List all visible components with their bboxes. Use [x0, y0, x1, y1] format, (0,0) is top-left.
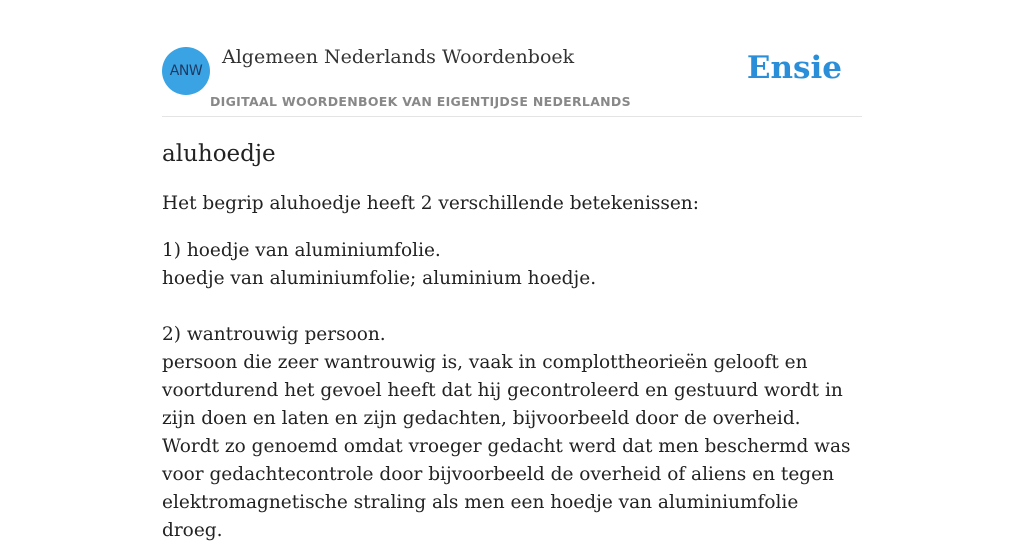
sense-1	[162, 237, 862, 293]
sense-2-note: Wordt zo genoemd omdat vroeger gedacht werd dat men beschermd was voor gedachtecontrole door bijvoorbeeld de overheid of aliens en tegen elektromagnetische straling als men een hoedje van aluminiumfolie droeg.	[162, 436, 851, 541]
logo-text: ANW	[169, 63, 203, 79]
site-title[interactable]: Algemeen Nederlands Woordenboek	[222, 46, 575, 68]
sense-2-definition: persoon die zeer wantrouwig is, vaak in complottheorieën gelooft en voortdurend het gevoel heeft dat hij gecontroleerd en gestuurd wordt in zijn doen en laten en zijn gedachten, bijvoorbeeld door de overheid.	[162, 352, 843, 429]
sense-2	[162, 321, 862, 545]
entry-content	[162, 136, 862, 545]
entry-intro: Het begrip aluhoedje heeft 2 verschillende betekenissen:	[162, 193, 699, 214]
site-subtitle: DIGITAAL WOORDENBOEK VAN EIGENTIJDSE NEDERLANDS	[210, 94, 631, 109]
anw-logo[interactable]	[162, 47, 210, 95]
sense-2-heading: 2) wantrouwig persoon.	[162, 324, 386, 345]
site-header	[162, 40, 862, 117]
entry-term: aluhoedje	[162, 141, 276, 167]
sense-1-definition: hoedje van aluminiumfolie; aluminium hoedje.	[162, 268, 597, 289]
ensie-brand-link[interactable]: Ensie	[746, 50, 842, 86]
sense-1-heading: 1) hoedje van aluminiumfolie.	[162, 240, 441, 261]
